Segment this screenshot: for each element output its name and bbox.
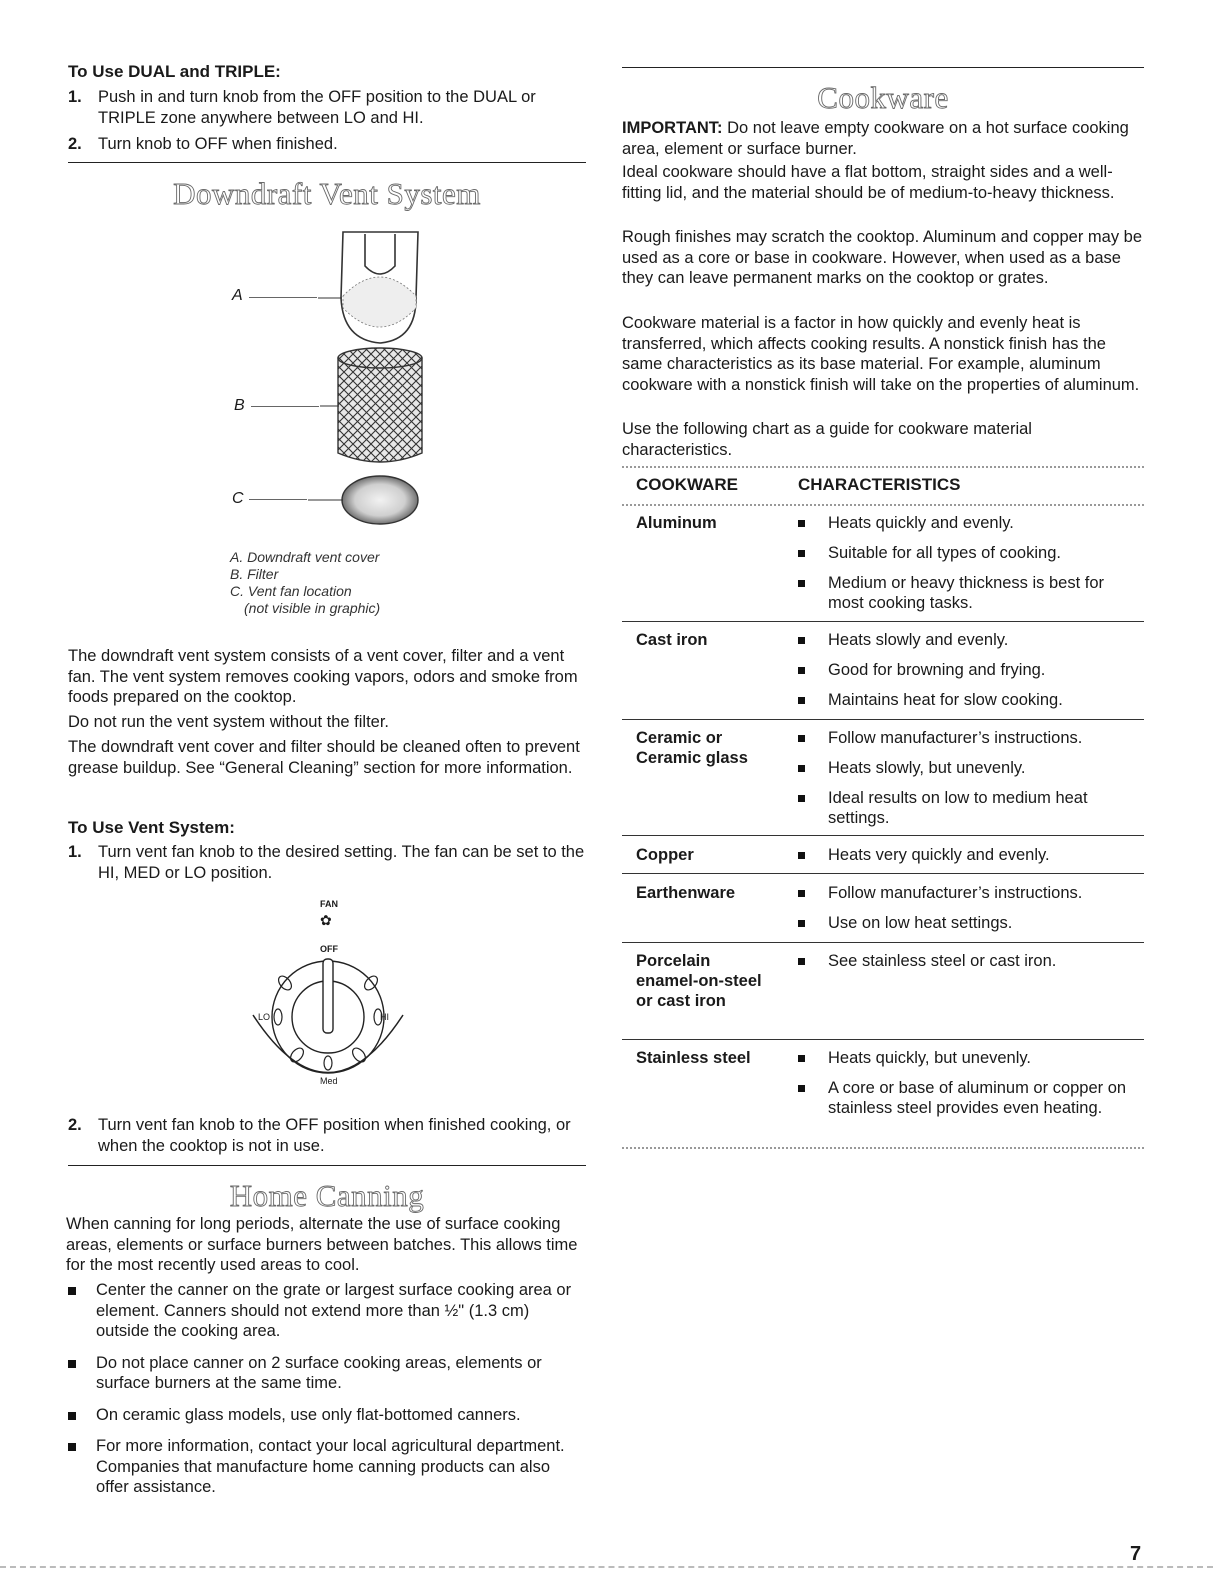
dual-triple-step: 1. Push in and turn knob from the OFF position to the DUAL or TRIPLE zone anywhere between LO and HI.	[68, 88, 536, 127]
canning-title: Home Canning	[229, 1178, 425, 1213]
knob-lo-label: LO	[258, 1012, 271, 1022]
page-number: 7	[1130, 1543, 1142, 1565]
canning-bullet: Center the canner on the grate or largest surface cooking area or element. Canners should not extend more than ½" (1.3 cm) outside the cooking area.	[66, 1280, 586, 1342]
knob-fan-label: FAN	[320, 899, 338, 909]
vent-fan-graphic	[342, 476, 418, 524]
label-c-line	[249, 499, 307, 500]
cookware-paragraph: Use the following chart as a guide for cookware material characteristics.	[622, 420, 1032, 459]
section-divider	[622, 67, 1144, 68]
canning-bullets	[66, 1280, 586, 1509]
fan-icon: ✿	[320, 912, 332, 928]
cookware-title: Cookware	[817, 80, 949, 115]
table-bottom-rule	[622, 1147, 1144, 1149]
filter-graphic	[338, 348, 422, 462]
cookware-paragraph: Cookware material is a factor in how quickly and evenly heat is transferred, which affects cooking results. A nonstick finish has the same characteristics as its base material. For example, aluminum cookware with a nonstick finish will take on the properties of aluminum.	[622, 314, 1140, 394]
table-header-rule	[622, 504, 1144, 506]
downdraft-vent-illustration	[218, 228, 518, 528]
vent-use-heading: To Use Vent System:	[68, 818, 235, 837]
label-b: B	[234, 397, 245, 414]
section-divider	[68, 162, 586, 163]
dual-triple-steps	[68, 87, 586, 161]
label-c: C	[232, 490, 244, 507]
fan-knob-dial	[243, 955, 413, 1105]
canning-bullet: For more information, contact your local agricultural department. Companies that manufacture home canning products can also offer assistance.	[66, 1436, 586, 1498]
canning-bullet: Do not place canner on 2 surface cooking areas, elements or surface burners at the same time.	[66, 1353, 586, 1394]
downdraft-paragraph: The downdraft vent cover and filter should be cleaned often to prevent grease buildup. See “General Cleaning” section for more information.	[68, 738, 580, 777]
important-note: IMPORTANT: Do not leave empty cookware on a hot surface cooking area, element or surface burner.	[622, 119, 1129, 158]
table-top-rule	[622, 466, 1144, 468]
table-header-characteristics: CHARACTERISTICS	[798, 475, 961, 494]
dual-triple-heading: To Use DUAL and TRIPLE:	[68, 62, 281, 81]
label-a: A	[232, 287, 243, 304]
cookware-paragraph: Rough finishes may scratch the cooktop. Aluminum and copper may be used as a core or base in cookware. However, when used as a base they can leave permanent marks on the cooktop or grates.	[622, 228, 1143, 287]
dual-triple-step: 2. Turn knob to OFF when finished.	[68, 135, 338, 153]
label-b-line	[251, 406, 319, 407]
vent-cover-graphic	[341, 232, 418, 343]
cookware-paragraph: Ideal cookware should have a flat bottom, straight sides and a well-fitting lid, and the material should be of medium-to-heavy thickness.	[622, 163, 1115, 202]
section-divider	[68, 1165, 586, 1166]
table-header-cookware: COOKWARE	[636, 475, 738, 494]
downdraft-paragraph: The downdraft vent system consists of a vent cover, filter and a vent fan. The vent system removes cooking vapors, odors and smoke from foods prepared on the cooktop.	[68, 647, 578, 706]
figure-caption: A. Downdraft vent cover B. Filter C. Vent fan location (not visible in graphic)	[230, 549, 381, 616]
canning-bullet: On ceramic glass models, use only flat-bottomed canners.	[66, 1405, 586, 1426]
canning-intro: When canning for long periods, alternate the use of surface cooking areas, elements or surface burners between batches. This allows time for the most recently used areas to cool.	[66, 1215, 578, 1274]
knob-off-label: OFF	[320, 944, 338, 954]
knob-med-label: Med	[320, 1076, 338, 1086]
page-bottom-border	[0, 1566, 1213, 1568]
downdraft-paragraph: Do not run the vent system without the filter.	[68, 713, 389, 731]
vent-use-step1: 1. Turn vent fan knob to the desired setting. The fan can be set to the HI, MED or LO position.	[68, 843, 585, 882]
vent-use-step2: 2. Turn vent fan knob to the OFF position when finished cooking, or when the cooktop is not in use.	[68, 1116, 571, 1155]
label-a-line	[249, 297, 317, 298]
downdraft-title: Downdraft Vent System	[173, 176, 481, 211]
knob-hi-label: HI	[380, 1012, 389, 1022]
